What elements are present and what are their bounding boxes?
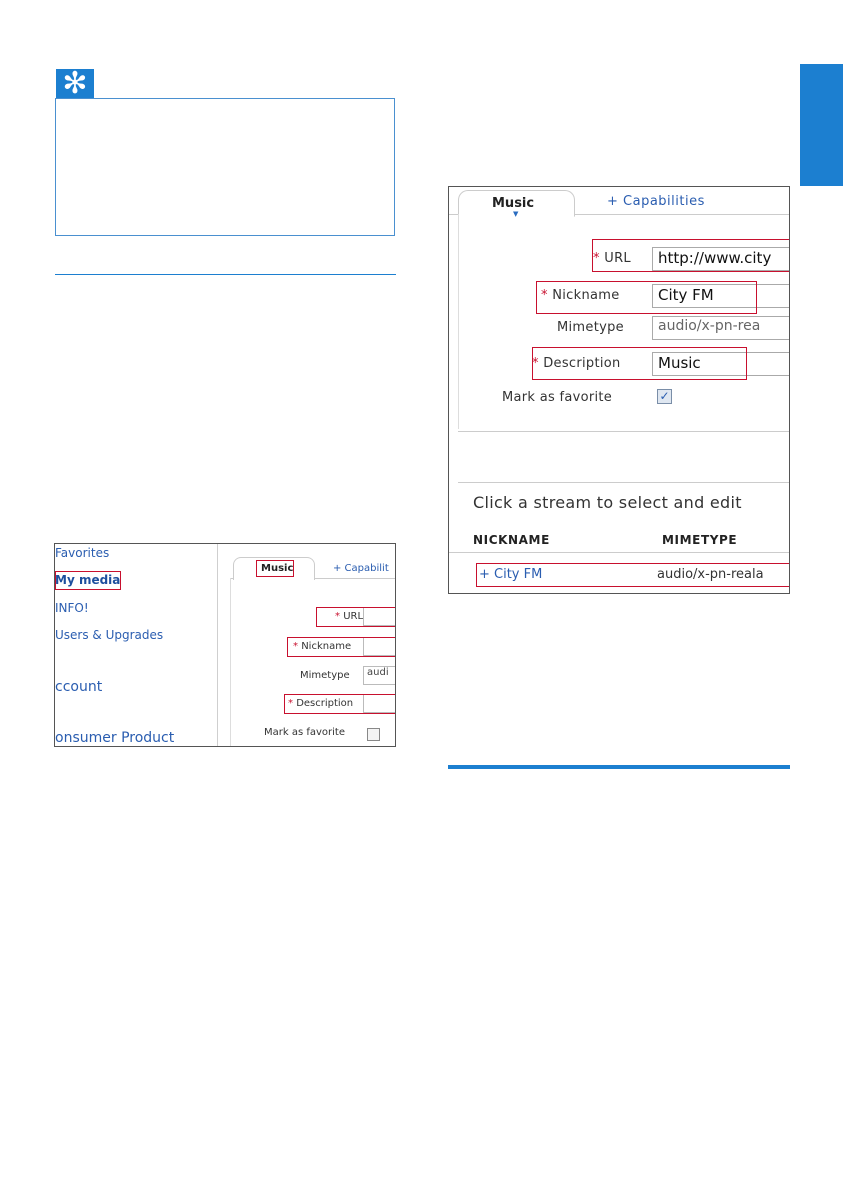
section-divider <box>55 274 396 275</box>
section-divider <box>448 765 790 769</box>
favorite-label: Mark as favorite <box>502 390 613 405</box>
mimetype-field[interactable]: audi <box>363 666 396 685</box>
favorite-checkbox[interactable]: ✓ <box>657 389 672 404</box>
sidebar-item-consumer-product[interactable]: onsumer Product <box>55 730 175 746</box>
highlight-box <box>476 563 790 587</box>
mimetype-label: Mimetype <box>300 670 350 681</box>
highlight-box <box>284 694 396 714</box>
tab-capabilities[interactable]: + Capabilit <box>333 563 389 574</box>
asterisk-icon: ✻ <box>56 69 94 99</box>
favorite-checkbox[interactable] <box>367 728 380 741</box>
highlight-box <box>316 607 396 627</box>
divider <box>458 431 790 432</box>
nickname-field[interactable]: City FM <box>652 284 790 308</box>
tip-box <box>55 98 395 236</box>
column-header-mimetype: MIMETYPE <box>662 533 738 547</box>
sidebar-item-favorites[interactable]: Favorites <box>55 546 110 560</box>
language-tab <box>800 64 843 186</box>
mimetype-label: Mimetype <box>557 320 624 335</box>
highlight-box <box>532 347 747 380</box>
highlight-box <box>592 239 790 272</box>
url-label: * URL <box>335 611 364 622</box>
panel-border <box>230 578 231 747</box>
stream-mimetype: audio/x-pn-reala <box>657 567 764 582</box>
tab-arrow-icon: ▼ <box>513 210 519 218</box>
tab-capabilities[interactable]: + Capabilities <box>607 194 705 209</box>
highlight-box <box>536 281 757 314</box>
instruction-text: Click a stream to select and edit <box>473 493 742 512</box>
column-header-nickname: NICKNAME <box>473 533 550 547</box>
highlight-box <box>287 637 396 657</box>
divider <box>217 544 218 746</box>
favorite-label: Mark as favorite <box>264 727 346 738</box>
description-label: * Description <box>288 698 354 709</box>
highlight-box <box>55 571 121 590</box>
screenshot-my-media-form <box>54 543 396 747</box>
table-header-divider <box>449 552 789 553</box>
nickname-label: * Nickname <box>541 288 620 303</box>
description-label: * Description <box>532 356 621 371</box>
sidebar-item-account[interactable]: ccount <box>55 679 103 695</box>
divider <box>458 482 790 483</box>
tab-music-label: Music <box>261 563 294 574</box>
sidebar-item-users-upgrades[interactable]: Users & Upgrades <box>55 628 164 642</box>
stream-nickname-link[interactable]: + City FM <box>479 567 543 582</box>
sidebar-item-my-media[interactable]: My media <box>55 573 121 587</box>
sidebar <box>55 544 217 746</box>
screenshot-stream-editor <box>448 186 790 594</box>
nickname-label: * Nickname <box>293 641 352 652</box>
url-label: * URL <box>593 251 631 266</box>
panel-border <box>458 214 459 429</box>
highlight-box <box>256 560 294 577</box>
url-field[interactable]: http://www.city <box>652 247 790 271</box>
tab-music-label: Music <box>492 196 535 211</box>
description-field[interactable]: Music <box>652 352 790 376</box>
sidebar-item-info[interactable]: INFO! <box>55 601 89 615</box>
mimetype-field[interactable]: audio/x-pn-rea <box>652 316 790 340</box>
